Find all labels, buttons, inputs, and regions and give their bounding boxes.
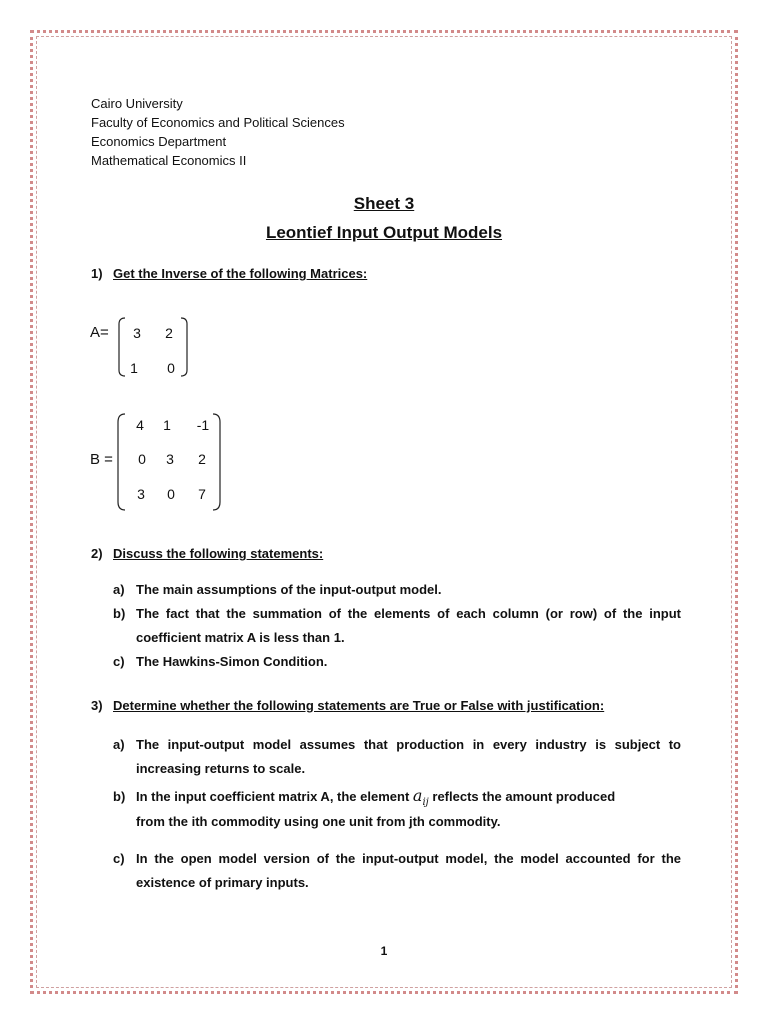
question-3-item: In the open model version of the input-output model, the model accounted for the existence of primary inputs. bbox=[136, 851, 681, 890]
matrix-a-cell: 0 bbox=[167, 360, 175, 376]
question-1-text: Get the Inverse of the following Matrices: bbox=[113, 266, 368, 281]
sheet-title: Sheet 3 bbox=[353, 194, 415, 213]
matrix-b-cell: 4 bbox=[136, 417, 144, 433]
matrix-a-cell: 1 bbox=[130, 360, 138, 376]
question-3-item-letter: c) bbox=[113, 851, 125, 866]
matrix-b-cell: 0 bbox=[138, 451, 146, 467]
question-3-text: Determine whether the following statements are True or False with justification: bbox=[113, 698, 605, 713]
faculty-name: Faculty of Economics and Political Sciences bbox=[91, 115, 345, 130]
question-2-item: The Hawkins-Simon Condition. bbox=[136, 654, 328, 669]
question-2-item-letter: b) bbox=[113, 606, 126, 621]
question-3-item-line2: from the ith commodity using one unit from jth commodity. bbox=[136, 814, 501, 829]
item-text-pre: In the input coefficient matrix A, the element bbox=[136, 789, 410, 804]
question-3-item-letter: b) bbox=[113, 789, 126, 804]
question-2-item-letter: c) bbox=[113, 654, 125, 669]
university-name: Cairo University bbox=[91, 96, 183, 111]
department-name: Economics Department bbox=[91, 134, 227, 149]
sheet-subtitle: Leontief Input Output Models bbox=[265, 223, 503, 242]
matrix-b-cell: 3 bbox=[137, 486, 145, 502]
course-name: Mathematical Economics II bbox=[91, 153, 247, 168]
item-text-post: reflects the amount produced bbox=[432, 789, 616, 804]
matrix-b-cell: -1 bbox=[196, 417, 210, 433]
matrix-a-cell: 2 bbox=[165, 325, 173, 341]
question-3-item: The input-output model assumes that production in every industry is subject to increasing returns to scale. bbox=[136, 737, 681, 776]
question-3-number: 3) bbox=[91, 698, 103, 713]
matrix-b-cell: 3 bbox=[166, 451, 174, 467]
matrix-b-cell: 7 bbox=[198, 486, 206, 502]
matrix-a-label: A= bbox=[90, 324, 109, 341]
matrix-b-cell: 1 bbox=[163, 417, 171, 433]
page-number: 1 bbox=[380, 944, 388, 958]
question-3-item-letter: a) bbox=[113, 737, 125, 752]
matrix-a-cell: 3 bbox=[133, 325, 141, 341]
question-2-item: The fact that the summation of the elements of each column (or row) of the input coefficient matrix A is less than 1. bbox=[136, 606, 681, 645]
matrix-b-label: B = bbox=[90, 451, 113, 468]
question-2-item: The main assumptions of the input-output model. bbox=[136, 582, 442, 597]
aij-symbol: $a_{ij}$ bbox=[412, 786, 429, 809]
question-1-number: 1) bbox=[91, 266, 103, 281]
question-2-number: 2) bbox=[91, 546, 103, 561]
matrix-b-cell: 0 bbox=[167, 486, 175, 502]
question-2-item-letter: a) bbox=[113, 582, 125, 597]
question-2-text: Discuss the following statements: bbox=[113, 546, 324, 561]
document-header bbox=[91, 94, 345, 170]
matrix-b-cell: 2 bbox=[198, 451, 206, 467]
